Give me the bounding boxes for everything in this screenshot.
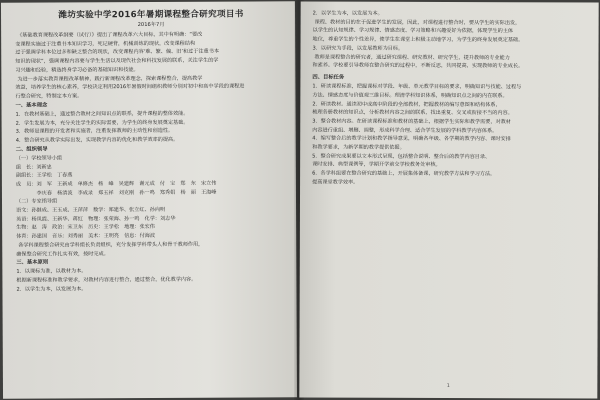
text-line: 5．整合研究成果要以文本形式呈现，包括整合说明、整合后的教学内容目录、	[312, 153, 491, 160]
left-page	[1, 1, 297, 399]
section-heading: 四、目标任务	[312, 74, 345, 81]
section-heading: 三、基本原则	[16, 259, 49, 266]
text-line: 2．学生发展为本，充分关注学生的实际需要，为学生的终身发展奠定基础。	[15, 119, 189, 127]
text-line: 地位，尊重学生的个性差异，使学生在课堂上积极主动地学习，为学生的终身发展奠定基础。	[312, 36, 524, 44]
text-line: 《基础教育课程改革纲要（试行）》提出了课程改革六大目标，其中有明确：“要改	[17, 31, 203, 39]
text-line: 过于强调学科本位过多和缺乏整合的现状，改变课程内容‘难、繁、偏、旧’和过于注重书本	[15, 49, 219, 57]
text-line: 习兴趣和经验，精选终身学习必备的基础知识和技能。	[15, 66, 139, 74]
text-line: 根据新课程标准和教学要求，对教材内容进行整合，通过整合，优化教学内容。	[16, 276, 197, 284]
text-line: 语文：孙继成、王玉成、王萍萍 数学：郑建华、张立红、孙向明	[16, 206, 166, 214]
intro-paragraph	[15, 30, 287, 101]
document-date: 2016年7月	[137, 21, 165, 29]
text-line: 6．各学科组要在整合研究的基础上，开展集体备课，研究教学方法和学习方法，	[312, 170, 496, 178]
text-line: 3．整合教材内容。在研读课程标准和教材的基础上，根据学生实际和教学需要，对教材	[312, 118, 511, 126]
text-line: 体育：孙建国 音乐：刘秀丽 美术：王明亮 信息：付海波	[16, 233, 156, 240]
text-line: 各学科课程整合研究由学科组长负责组织，充分发挥学科带头人和骨干教师作用，	[18, 241, 204, 249]
text-line: 4．编写整合后的教学计划和教学指导意见，明确各年级、各学期的教学内容、课时安排	[312, 135, 511, 143]
text-line: 生物：赵 涛 政治：宋卫东 历史：王学松 地理：张宏伟	[16, 224, 155, 232]
text-line: 2．以学生为本，以发展为本。	[312, 10, 383, 17]
text-line: 4．整合研究从教学实际出发，实现教学内容的优化和教学效率的提高。	[15, 136, 179, 144]
text-line: 1．研读课程标准，把握课标对学段、年级、单元教学目标的要求，明确知识与技能、过程与	[312, 83, 522, 91]
text-line: 方法、情感态度与价值观三维目标。理清学科知识体系，明确知识点之间的内在联系。	[312, 92, 508, 100]
text-line: 内容进行重组、增删、调整，形成科学合理、适合学生发展的学科教学内容体系。	[312, 127, 498, 134]
text-line: 3．教师是课程的开发者和实施者，注重发挥教师的主动性和创造性。	[15, 128, 174, 135]
text-line: 课时安排、典型课例等，学期开学前交学校教务处审核。	[312, 161, 441, 169]
text-line: 变课程实施过于注重书本知识学习，死记硬背，机械训练的现状，改变课程结构	[15, 40, 196, 48]
document-title: 潍坊实验中学2016年暑期课程整合研究项目书	[58, 9, 244, 21]
text-line: 1．在教材基础上，通过整合教材之间知识点的联系，提升课程的整体效能。	[15, 110, 189, 118]
text-line: 2．以学生为本，以发展为本。	[16, 286, 87, 293]
text-line: 3．以研究为手段，以发展教师为目标。	[312, 45, 404, 52]
text-line: 课程、教材的目的在于促进学生的发展，因此，对课程进行整合时，要从学生的实际出发，	[314, 19, 521, 26]
text-line: 确保整合研究工作扎实有效，按时完成。	[16, 250, 109, 258]
text-line: 以学生的认知规律、学习规律、情感态度、学习策略和兴趣爱好为依据，体现学生的主体	[312, 27, 514, 35]
text-line: 知识的现状”，强调课程内容要与学生生活以及现代社会和科技发展的联系，关注学生的学	[15, 57, 219, 65]
text-line: 和素养。学校要引导教师在整合研究的过程中，不断反思，共同提高，实现教师的专业成长。	[312, 62, 524, 70]
text-line: 成 员：刘 军 王新成 单修杰 杨 峰 吴建辉 谢元成 付 宝 郑 东 宋立伟	[15, 180, 217, 188]
text-line: 梳理各册教材的知识点，分析教材内容之间的联系，找出重复、交叉或衔接不当的内容。	[312, 109, 513, 117]
right-page	[299, 1, 598, 398]
text-line: 李庆春 杨清波 李成录 郑玉祥 刘克刚 孙一鸣 郑秀娟 杨 丽 王海峰	[15, 189, 217, 197]
subsection-heading: （二）专家指导组	[15, 198, 58, 206]
text-line: 英语：杨凤霞、王新华、蒋红 物理：张荣海、孙一鸣 化学：刘志华	[16, 215, 176, 223]
section-heading: 一、基本理念	[15, 102, 48, 109]
text-line: 1．以课标为准，以教材为本。	[16, 268, 87, 276]
text-line: 组 长：刘新忠	[15, 164, 52, 171]
text-line: 为进一步落实教育课程改革精神，践行新课程改革理念，探索课程整合，提高教学	[17, 75, 203, 83]
text-line: 和教学要求，为新学期的教学提供依据。	[312, 144, 405, 151]
text-line: 提高课堂教学效率。	[312, 179, 359, 186]
section-heading: 二、组织领导	[15, 146, 48, 153]
text-line: 副组长：王学松 丁春燕	[15, 172, 73, 179]
subsection-heading: （一）学校领导小组	[15, 155, 63, 162]
text-line: 2．研读教材。通读初中或高中阶段的全部教材，把握教材的编写意图和结构体系，	[312, 101, 501, 108]
text-line: 教师是课程整合的研究者，通过研究课程、研究教材、研究学生，提升教师的专业能力	[314, 54, 510, 61]
text-line: 效益，培养学生的核心素养，学校决定利用2016年暑假时间组织教师分别对初中和高中学段的课程进	[15, 83, 245, 91]
text-line: 行整合研究，特制定本方案。	[15, 93, 83, 100]
page-number: 1	[446, 382, 450, 390]
